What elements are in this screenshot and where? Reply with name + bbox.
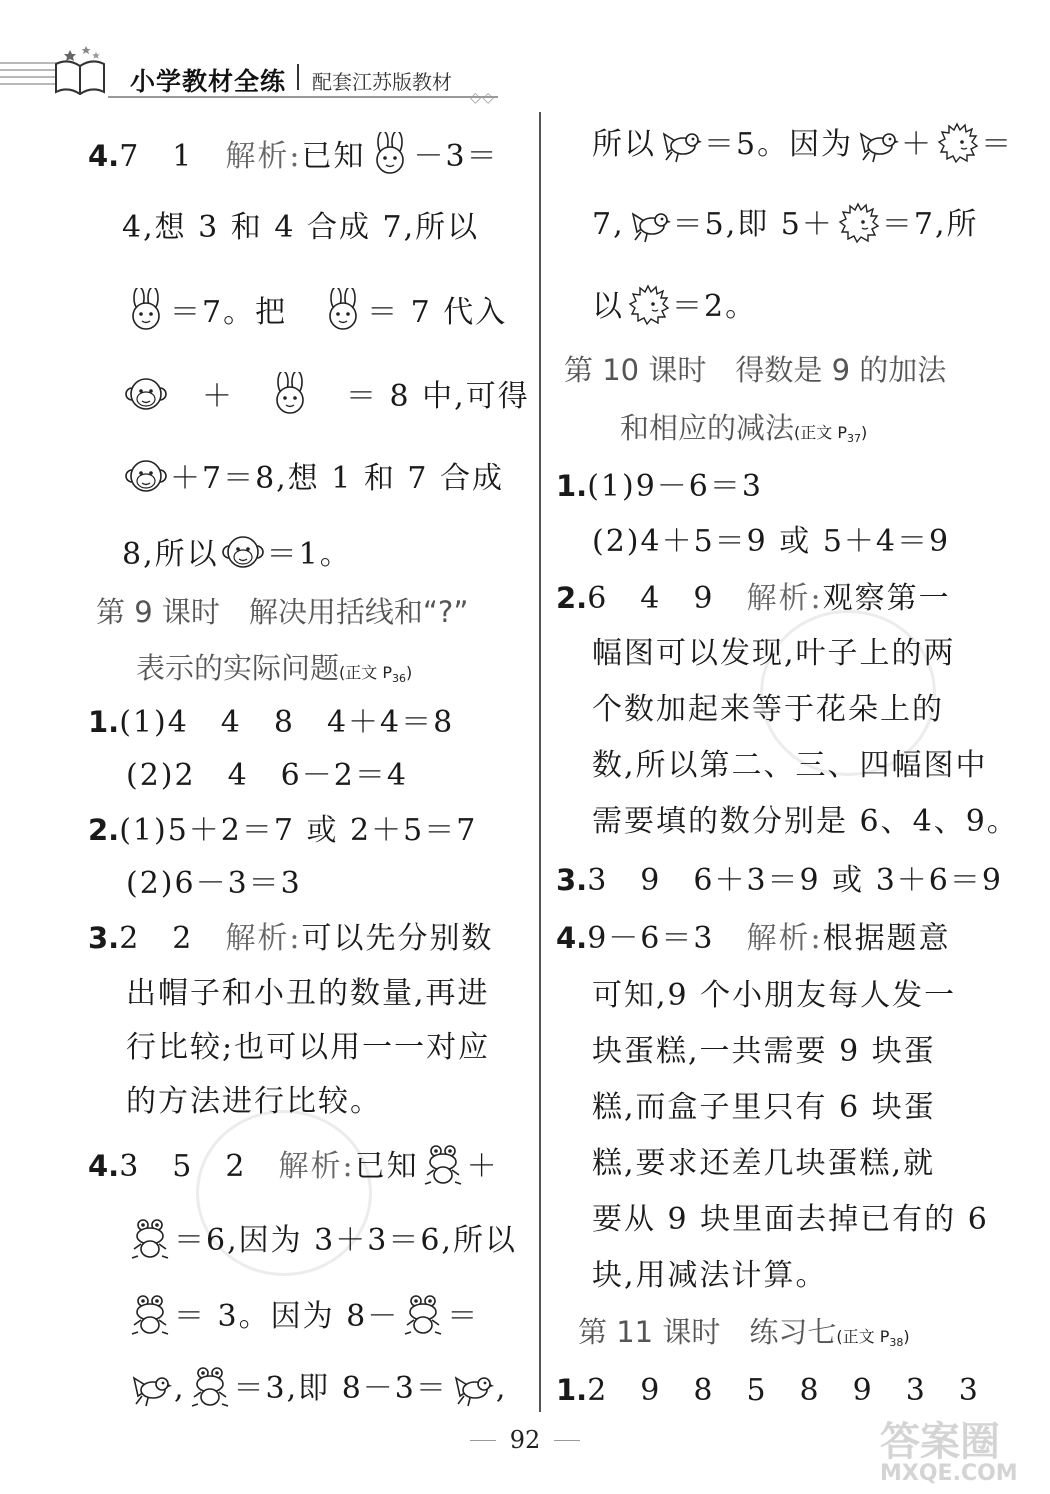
text: 2 9 8 5 8 9 3 3 bbox=[587, 1373, 980, 1408]
r-answer-2-line-4: 数,所以第二、三、四幅图中 bbox=[592, 748, 988, 783]
answer-4b-line-1 bbox=[88, 1142, 499, 1187]
bird-icon bbox=[627, 200, 671, 244]
frog-icon bbox=[421, 1142, 465, 1186]
lbl: 解析: bbox=[746, 921, 823, 956]
r-answer-4-line-3: 块蛋糕,一共需要 9 块蛋 bbox=[592, 1034, 936, 1069]
text: ) bbox=[406, 663, 413, 682]
answer-4b-line-2 bbox=[126, 1216, 517, 1261]
b: MXQE.COM bbox=[880, 1461, 1018, 1486]
monkey-icon bbox=[221, 530, 265, 574]
lbl: 解析: bbox=[278, 1149, 355, 1184]
text-reference bbox=[794, 423, 868, 446]
rabbit-icon bbox=[368, 132, 412, 176]
answer-4b-line-4 bbox=[126, 1364, 507, 1409]
num: 1. bbox=[556, 1373, 588, 1407]
rabbit-icon bbox=[268, 372, 312, 416]
lesson-9-heading-2 bbox=[136, 648, 412, 699]
text: (1)5＋2＝7 或 2＋5＝7 bbox=[119, 813, 478, 848]
text: ＋7＝8,想 1 和 7 合成 bbox=[170, 461, 505, 496]
text: 3 5 2 bbox=[119, 1149, 247, 1184]
bird-icon bbox=[658, 120, 702, 164]
text: , bbox=[174, 1371, 186, 1406]
text: 7, bbox=[592, 207, 625, 242]
text: ＝1。 bbox=[266, 537, 352, 572]
r-answer-1-line-2: (2)4＋5＝9 或 5＋4＝9 bbox=[592, 524, 951, 559]
text: ＝5。因为 bbox=[704, 127, 854, 162]
edition-label: 配套江苏版教材 bbox=[312, 70, 452, 94]
text: 37 bbox=[847, 432, 861, 446]
answer-4-line-6 bbox=[122, 530, 352, 575]
no: 第 10 课时 bbox=[564, 353, 707, 387]
analysis-label: 解析: bbox=[225, 139, 302, 174]
text: ＝7,所 bbox=[881, 207, 979, 242]
text: 解决用括线和“?” bbox=[248, 595, 469, 629]
text: 6 4 9 bbox=[587, 581, 715, 616]
answer-3-line-2: 出帽子和小丑的数量,再进 bbox=[126, 976, 490, 1011]
hedgehog-icon bbox=[836, 200, 880, 244]
column-divider bbox=[539, 112, 541, 1412]
bird-icon bbox=[128, 1364, 172, 1408]
r-answer-2-line-3: 个数加起来等于花朵上的 bbox=[592, 692, 944, 727]
text-reference bbox=[339, 663, 413, 686]
text: 练习七 bbox=[749, 1315, 837, 1349]
text: ＝ bbox=[981, 127, 1014, 162]
text: ) bbox=[861, 423, 868, 442]
lesson-10-heading-2 bbox=[620, 408, 867, 459]
continued-line-3 bbox=[592, 282, 757, 327]
text: ＝7。把 bbox=[170, 295, 288, 330]
text: ＋ bbox=[202, 379, 234, 414]
text: ) bbox=[903, 1327, 910, 1346]
a: 答案圈 bbox=[880, 1419, 1000, 1465]
answer-4-line-3 bbox=[122, 288, 507, 333]
r-answer-1-line-1 bbox=[556, 466, 763, 507]
r-answer-4-line-6: 要从 9 块里面去掉已有的 6 bbox=[592, 1202, 989, 1237]
answer-4b-line-3 bbox=[126, 1292, 479, 1337]
page-header bbox=[0, 40, 1050, 110]
continued-line-1 bbox=[592, 120, 1013, 165]
text: ＝5,即 5＋ bbox=[672, 207, 834, 242]
frog-icon bbox=[128, 1292, 172, 1336]
num: 2. bbox=[556, 581, 588, 615]
continued-line-2 bbox=[592, 200, 979, 245]
page-number: 92 bbox=[470, 1426, 580, 1454]
answer-2-line-1 bbox=[88, 810, 477, 851]
answer-values: 7 1 bbox=[119, 139, 194, 174]
r-answer-4-line-7: 块,用减法计算。 bbox=[592, 1258, 828, 1293]
no: 第 11 课时 bbox=[578, 1315, 721, 1349]
frog-icon bbox=[188, 1364, 232, 1408]
text-reference bbox=[836, 1327, 910, 1350]
text: ＝ bbox=[447, 1299, 480, 1334]
num: 1. bbox=[556, 469, 588, 503]
text: ＝2。 bbox=[672, 289, 758, 324]
lesson-10-heading bbox=[564, 350, 946, 390]
text: －3＝ bbox=[413, 139, 499, 174]
text: ＝3,即 8－3＝ bbox=[233, 1371, 448, 1406]
answer-4-line-1 bbox=[88, 132, 499, 177]
text: 已知 bbox=[301, 139, 366, 174]
r-answer-3-line-1 bbox=[556, 860, 1003, 901]
text: ＝ 3。因为 8－ bbox=[174, 1299, 400, 1334]
answer-3-line-4: 的方法进行比较。 bbox=[126, 1084, 382, 1119]
text: 观察第一 bbox=[822, 581, 951, 616]
header-divider bbox=[297, 64, 299, 90]
text: , bbox=[495, 1371, 508, 1406]
text: 8,所以 bbox=[122, 537, 219, 572]
text: ＝ 7 代入 bbox=[367, 295, 508, 330]
lbl: 解析: bbox=[746, 581, 823, 616]
answer-4-line-2: 4,想 3 和 4 合成 7,所以 bbox=[122, 210, 480, 245]
rabbit-icon bbox=[124, 288, 168, 332]
book-logo-icon bbox=[48, 42, 112, 102]
text: ＋ bbox=[466, 1149, 499, 1184]
num: 3. bbox=[556, 863, 588, 897]
r-answer-4-line-2: 可知,9 个小朋友每人发一 bbox=[592, 978, 957, 1013]
r-answer-4-line-1 bbox=[556, 918, 951, 959]
lesson-11-heading bbox=[578, 1312, 910, 1363]
no: 第 9 课时 bbox=[96, 595, 220, 629]
r-answer-2-line-5: 需要填的数分别是 6、4、9。 bbox=[592, 804, 1019, 839]
text: 38 bbox=[889, 1336, 904, 1350]
text: 9－6＝3 bbox=[587, 921, 715, 956]
answer-2-line-2: (2)6－3＝3 bbox=[126, 866, 302, 901]
answer-3-line-1 bbox=[88, 918, 494, 959]
text: (正文 P bbox=[339, 663, 392, 682]
text: 已知 bbox=[354, 1149, 419, 1184]
text: 根据题意 bbox=[822, 921, 951, 956]
text: 3 9 6＋3＝9 或 3＋6＝9 bbox=[587, 863, 1003, 898]
bird-icon bbox=[855, 120, 899, 164]
text: 和相应的减法 bbox=[620, 411, 795, 445]
text: 2 2 bbox=[119, 921, 194, 956]
answer-1-line-1 bbox=[88, 702, 454, 743]
text: ＝ 8 中,可得 bbox=[346, 379, 530, 414]
header-underline bbox=[108, 96, 498, 98]
brand-title: 小学教材全练 bbox=[130, 67, 287, 96]
text: ＋ bbox=[901, 127, 934, 162]
text: 表示的实际问题 bbox=[136, 651, 340, 685]
monkey-icon bbox=[124, 372, 168, 416]
answer-1-line-2: (2)2 4 6－2＝4 bbox=[126, 758, 408, 793]
num: 2. bbox=[88, 813, 120, 847]
num: 1. bbox=[88, 705, 120, 739]
lesson-11-answer-1 bbox=[556, 1370, 980, 1411]
answer-4-line-4 bbox=[122, 372, 530, 417]
text: (正文 P bbox=[836, 1327, 890, 1346]
question-number: 4. bbox=[88, 139, 120, 173]
text: (1)4 4 8 4＋4＝8 bbox=[119, 705, 455, 740]
monkey-icon bbox=[124, 454, 168, 498]
text: 以 bbox=[592, 289, 624, 324]
r-answer-2-line-2: 幅图可以发现,叶子上的两 bbox=[592, 636, 956, 671]
site-watermark bbox=[880, 1410, 1040, 1490]
bird-icon bbox=[450, 1364, 494, 1408]
text: 所以 bbox=[592, 127, 656, 162]
r-answer-2-line-1 bbox=[556, 578, 951, 619]
lbl: 解析: bbox=[225, 921, 302, 956]
text: (正文 P bbox=[794, 423, 847, 442]
text: 36 bbox=[392, 672, 406, 686]
frog-icon bbox=[128, 1216, 172, 1260]
r-answer-4-line-5: 糕,要求还差几块蛋糕,就 bbox=[592, 1146, 936, 1181]
num: 4. bbox=[88, 1149, 120, 1183]
hedgehog-icon bbox=[626, 282, 670, 326]
text: ＝6,因为 3＋3＝6,所以 bbox=[174, 1223, 517, 1258]
r-answer-4-line-4: 糕,而盒子里只有 6 块蛋 bbox=[592, 1090, 936, 1125]
num: 4. bbox=[556, 921, 588, 955]
lesson-9-heading bbox=[96, 592, 468, 632]
frog-icon bbox=[401, 1292, 445, 1336]
rabbit-icon bbox=[321, 288, 365, 332]
answer-3-line-3: 行比较;也可以用一一对应 bbox=[126, 1030, 491, 1065]
num: 3. bbox=[88, 921, 120, 955]
header-dots: ◇◇ bbox=[470, 90, 496, 106]
text: 可以先分别数 bbox=[301, 921, 494, 956]
text: (1)9－6＝3 bbox=[587, 469, 763, 504]
hedgehog-icon bbox=[935, 120, 979, 164]
answer-4-line-5 bbox=[122, 454, 504, 499]
text: 得数是 9 的加法 bbox=[735, 353, 947, 387]
